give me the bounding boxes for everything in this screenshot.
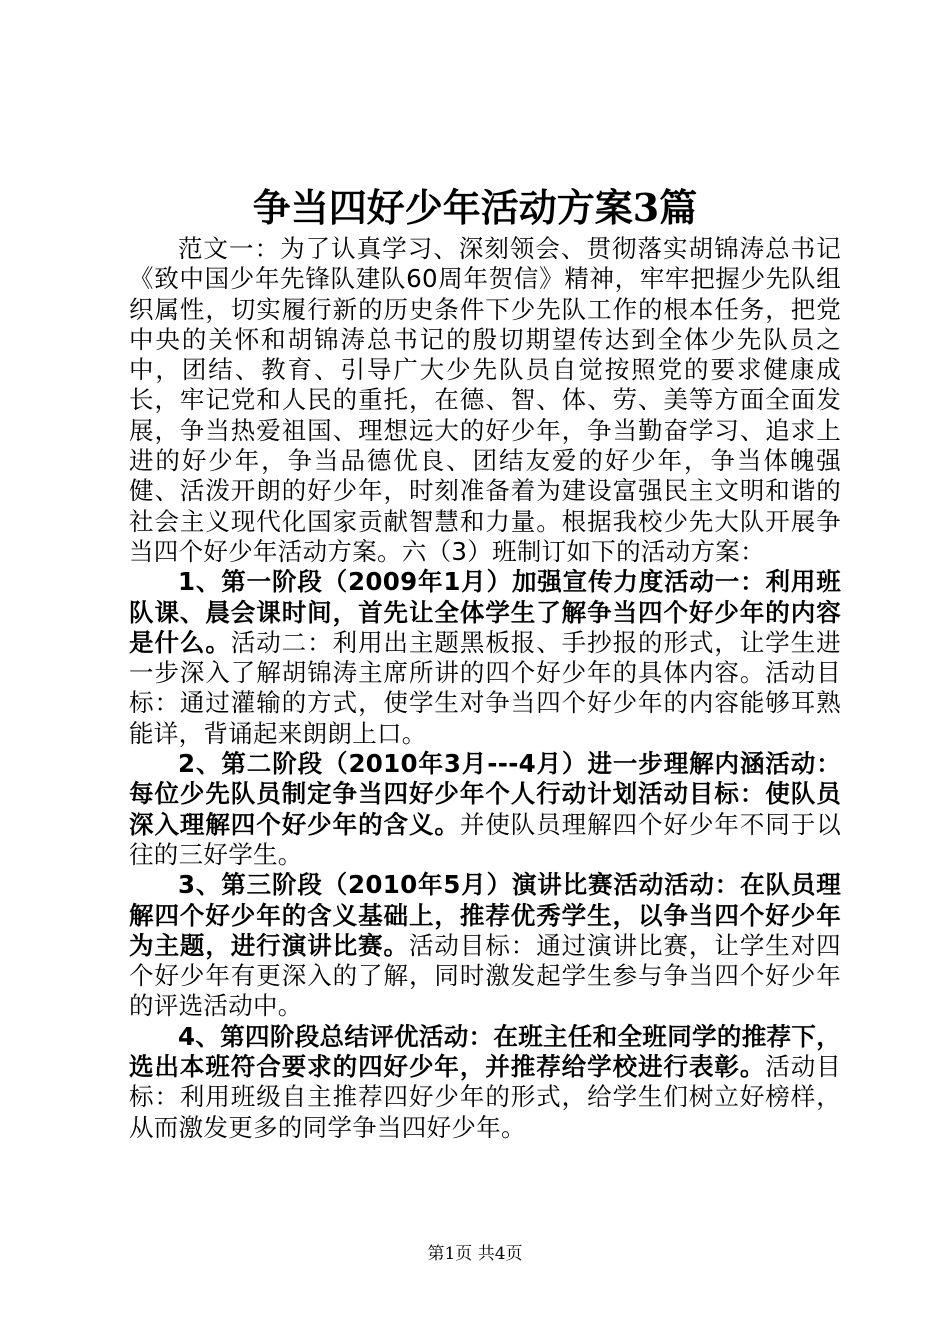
section-2-heading: 2、第二阶段（2010年3月---4月）进一步理解内涵活动：每位少先队员制定争当四好少年个人行动计划活动目标：使队员深入理解四个好少年的含义。 <box>129 749 841 839</box>
section-paragraph-4 <box>129 1022 841 1143</box>
page-footer: 第1页 共4页 <box>427 1244 523 1264</box>
document-title: 争当四好少年活动方案3篇 <box>252 185 698 230</box>
section-3-text: 活动目标：通过演讲比赛，让学生对四个好少年有更深入的了解，同时激发起学生参与争当四个好少年的评选活动中。 <box>129 930 841 1021</box>
section-paragraph-1 <box>129 567 841 749</box>
document-body <box>129 234 841 1143</box>
section-4-text: 活动目标：利用班级自主推荐四好少年的形式，给学生们树立好榜样，从而激发更多的同学争当四好少年。 <box>129 1052 841 1142</box>
section-paragraph-3 <box>129 870 841 1021</box>
section-4-heading: 4、第四阶段总结评优活动：在班主任和全班同学的推荐下，选出本班符合要求的四好少年，并推荐给学校进行表彰。 <box>129 1021 841 1082</box>
section-1-heading: 1、第一阶段（2009年1月）加强宣传力度活动一：利用班队课、晨会课时间，首先让全体学生了解争当四个好少年的内容是什么。 <box>129 567 841 657</box>
section-paragraph-2 <box>129 749 841 870</box>
section-1-text: 活动二：利用出主题黑板报、手抄报的形式，让学生进一步深入了解胡锦涛主席所讲的四个好少年的具体内容。活动目标：通过灌输的方式，使学生对争当四个好少年的内容能够耳熟能详，背诵起来朗朗上口。 <box>129 627 841 748</box>
intro-paragraph: 范文一：为了认真学习、深刻领会、贯彻落实胡锦涛总书记《致中国少年先锋队建队60周年贺信》精神，牢牢把握少先队组织属性，切实履行新的历史条件下少先队工作的根本任务，把党中央的关怀和胡锦涛总书记的殷切期望传达到全体少先队员之中，团结、教育、引导广大少先队员自觉按照党的要求健康成长，牢记党和人民的重托，在德、智、体、劳、美等方面全面发展，争当热爱祖国、理想远大的好少年，争当勤奋学习、追求上进的好少年，争当品德优良、团结友爱的好少年，争当体魄强健、活泼开朗的好少年，时刻准备着为建设富强民主文明和谐的社会主义现代化国家贡献智慧和力量。根据我校少先大队开展争当四个好少年活动方案。六（3）班制订如下的活动方案： <box>129 234 841 566</box>
section-2-text: 并使队员理解四个好少年不同于以往的三好学生。 <box>129 809 841 869</box>
section-3-heading: 3、第三阶段（2010年5月）演讲比赛活动活动：在队员理解四个好少年的含义基础上，推荐优秀学生，以争当四个好少年为主题，进行演讲比赛。 <box>129 870 841 960</box>
